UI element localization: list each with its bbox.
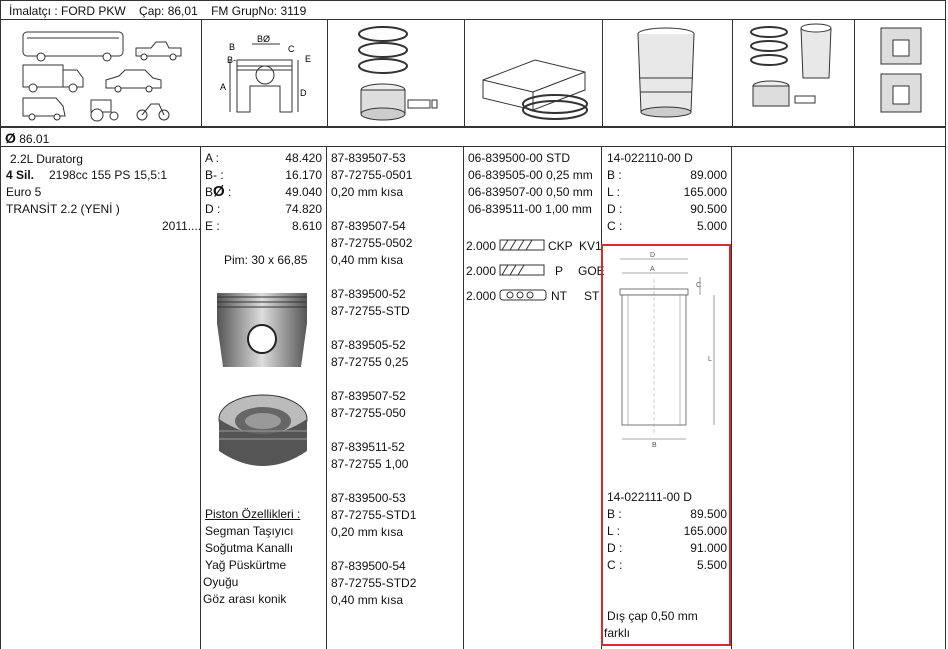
piston-ref: 87-72755-STD bbox=[331, 304, 410, 318]
piston-code: 87-839507-53 bbox=[331, 151, 406, 165]
diagram-label-a: A bbox=[220, 82, 227, 92]
ring-width: 2.000 bbox=[466, 239, 497, 253]
piston-diagram-icon bbox=[202, 20, 328, 126]
diagram-label-e: E bbox=[305, 54, 312, 64]
piston-note: 0,40 mm kısa bbox=[331, 593, 404, 607]
ring-type: P bbox=[555, 264, 564, 278]
diameter-icon: Ø bbox=[5, 130, 16, 146]
piston-code: 87-839511-52 bbox=[331, 440, 405, 454]
ring-code: 06-839500-00 STD bbox=[468, 151, 571, 165]
diameter-value: 86.01 bbox=[19, 132, 50, 146]
piston-code: 87-839500-53 bbox=[331, 491, 406, 505]
dim-label: D : bbox=[205, 202, 221, 216]
dim-value: 49.040 bbox=[285, 185, 322, 199]
diagram-label-bo: BØ bbox=[257, 34, 271, 44]
ring-material: GOE bbox=[578, 264, 605, 278]
feature-item: Oyuğu bbox=[203, 575, 239, 589]
liner-dim-value: 89.000 bbox=[690, 168, 727, 182]
liner-dim-value: 91.000 bbox=[690, 541, 727, 555]
diagram-label-c: C bbox=[288, 44, 295, 54]
liner-code: 14-022111-00 D bbox=[607, 490, 692, 504]
vehicle-model: TRANSİT 2.2 (YENİ ) bbox=[6, 202, 120, 216]
vehicle-types-icon bbox=[1, 20, 202, 126]
engine-specs: 2198cc 155 PS 15,5:1 bbox=[49, 168, 168, 182]
dim-value: 74.820 bbox=[285, 202, 322, 216]
drawing-label-c: C bbox=[696, 282, 702, 289]
diameter-row bbox=[0, 127, 946, 147]
piston-dimensions-column bbox=[201, 147, 327, 649]
dim-label: E : bbox=[205, 219, 220, 233]
liner-dim-label: D : bbox=[607, 541, 623, 555]
dim-value: 48.420 bbox=[285, 151, 322, 165]
ring-width: 2.000 bbox=[466, 264, 497, 278]
feature-item: Göz arası konik bbox=[203, 592, 287, 606]
piston-note: 0,20 mm kısa bbox=[331, 525, 404, 539]
piston-ref: 87-72755-0501 bbox=[331, 168, 413, 182]
piston-rings-icon bbox=[328, 20, 465, 126]
diameter-icon: Ø bbox=[213, 183, 225, 200]
cylinder-liner-icon bbox=[603, 20, 733, 126]
ring-set-box-icon bbox=[465, 20, 603, 126]
liner-dim-label: D : bbox=[607, 202, 623, 216]
drawing-label-b: B bbox=[652, 442, 657, 449]
liner-dim-label: L : bbox=[607, 185, 620, 199]
ring-profile-icon bbox=[498, 262, 546, 278]
piston-code: 87-839507-52 bbox=[331, 389, 406, 403]
liner-dim-value: 5.000 bbox=[696, 219, 727, 233]
diagram-label-b-minus: B- bbox=[227, 55, 236, 65]
manufacturer: İmalatçı : FORD PKW bbox=[9, 4, 126, 18]
ring-type: CKP bbox=[548, 239, 573, 253]
ring-profile-icon bbox=[498, 237, 546, 253]
header-bar bbox=[0, 0, 946, 20]
piston-ref: 87-72755-STD2 bbox=[331, 576, 417, 590]
piston-ref: 87-72755-050 bbox=[331, 406, 406, 420]
ring-code: 06-839507-00 0,50 mm bbox=[468, 185, 593, 199]
features-title: Piston Özellikleri : bbox=[205, 507, 301, 521]
piston-note: 0,40 mm kısa bbox=[331, 253, 404, 267]
drawing-label-d: D bbox=[650, 252, 656, 259]
ring-set-column bbox=[464, 147, 605, 649]
feature-item: Soğutma Kanallı bbox=[205, 541, 294, 555]
piston-section-column bbox=[854, 147, 946, 649]
ring-material: ST bbox=[584, 289, 600, 303]
piston-note: 0,20 mm kısa bbox=[331, 185, 404, 199]
ring-material: KV1 bbox=[579, 239, 602, 253]
piston-ref: 87-72755-0502 bbox=[331, 236, 413, 250]
ring-code: 06-839511-00 1,00 mm bbox=[468, 202, 592, 216]
piston-section-icon bbox=[855, 20, 947, 126]
drawing-label-a: A bbox=[650, 266, 655, 273]
engine-name: 2.2L Duratorg bbox=[10, 152, 83, 166]
dim-label: B- : bbox=[205, 168, 224, 182]
liner-dim-label: C : bbox=[607, 219, 623, 233]
liner-kit-icon bbox=[733, 20, 855, 126]
piston-code: 87-839507-54 bbox=[331, 219, 406, 233]
piston-code: 87-839505-52 bbox=[331, 338, 406, 352]
liner-dim-value: 165.000 bbox=[683, 524, 727, 538]
feature-item: Segman Taşıyıcı bbox=[205, 524, 294, 538]
liner-note: Dış çap 0,50 mm bbox=[607, 609, 698, 623]
ring-profile-icon bbox=[498, 287, 548, 303]
liner-code: 14-022110-00 D bbox=[607, 151, 693, 165]
ring-code: 06-839505-00 0,25 mm bbox=[468, 168, 593, 182]
liner-dim-label: B : bbox=[607, 168, 622, 182]
liner-dim-value: 89.500 bbox=[690, 507, 727, 521]
piston-code: 87-839500-52 bbox=[331, 287, 406, 301]
liner-dim-value: 5.500 bbox=[696, 558, 727, 572]
drawing-label-l: L bbox=[708, 356, 712, 363]
dim-value: 16.170 bbox=[285, 168, 322, 182]
group-number: FM GrupNo: 3119 bbox=[211, 4, 307, 18]
liner-dim-value: 165.000 bbox=[683, 185, 727, 199]
vehicle-column bbox=[0, 147, 201, 649]
piston-side-image bbox=[215, 287, 311, 369]
piston-top-image bbox=[217, 391, 309, 481]
dim-label: A : bbox=[205, 151, 220, 165]
pin-size: Pim: 30 x 66,85 bbox=[224, 253, 308, 267]
icon-row bbox=[0, 19, 946, 127]
highlight-box bbox=[601, 244, 731, 646]
liner-dim-label: C : bbox=[607, 558, 623, 572]
dim-label: BØ : bbox=[205, 183, 232, 200]
liner-note: farklı bbox=[604, 626, 631, 640]
piston-ref: 87-72755-STD1 bbox=[331, 508, 417, 522]
emission-norm: Euro 5 bbox=[6, 185, 42, 199]
liner-dim-value: 90.500 bbox=[690, 202, 727, 216]
model-year: 2011.... bbox=[162, 219, 202, 233]
liner-dim-label: L : bbox=[607, 524, 620, 538]
feature-item: Yağ Püskürtme bbox=[205, 558, 287, 572]
diagram-label-b: B bbox=[229, 42, 236, 52]
ring-type: NT bbox=[551, 289, 567, 303]
dim-value: 8.610 bbox=[291, 219, 322, 233]
piston-ref: 87-72755 0,25 bbox=[331, 355, 409, 369]
liner-kit-column bbox=[732, 147, 854, 649]
ring-width: 2.000 bbox=[466, 289, 497, 303]
piston-code: 87-839500-54 bbox=[331, 559, 406, 573]
diagram-label-d: D bbox=[300, 88, 307, 98]
piston-ref: 87-72755 1,00 bbox=[331, 457, 409, 471]
cylinder-count: 4 Sil. bbox=[6, 168, 35, 182]
liner-dim-label: B : bbox=[607, 507, 622, 521]
bore: Çap: 86,01 bbox=[139, 4, 198, 18]
piston-codes-column bbox=[327, 147, 464, 649]
